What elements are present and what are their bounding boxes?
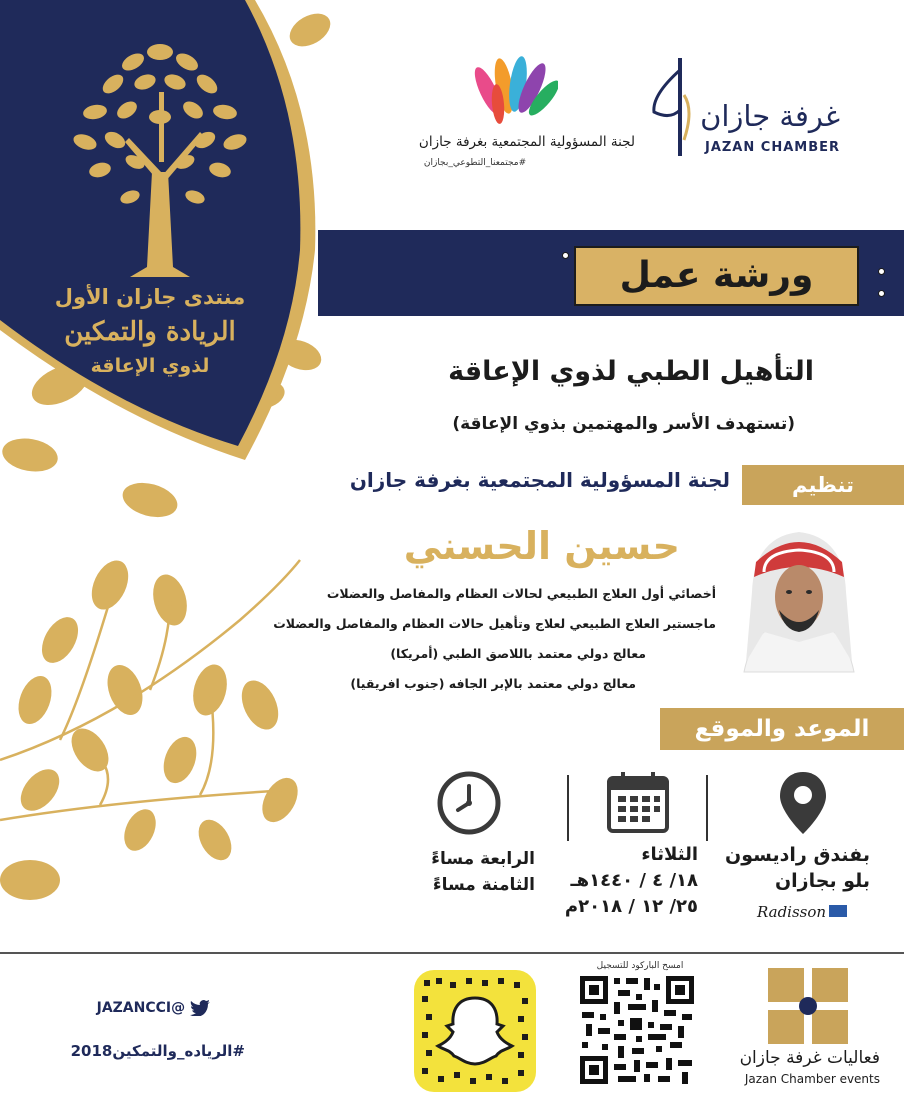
divider — [567, 775, 569, 841]
forum-title — [20, 282, 280, 380]
organizer-label: تنظيم — [792, 473, 854, 497]
committee-name: لجنة المسؤولية المجتمعية بغرفة جازان — [418, 134, 635, 150]
radisson-logo-text: Radisson — [757, 903, 827, 921]
snapchat-code-icon[interactable] — [414, 970, 536, 1092]
clock-icon — [436, 770, 502, 836]
organizer-value: لجنة المسؤولية المجتمعية بغرفة جازان — [349, 468, 730, 492]
speaker-name: حسين الحسني — [403, 524, 680, 568]
events-name-ar: فعاليات غرفة جازان — [739, 1048, 880, 1068]
twitter-bird-icon — [190, 1000, 210, 1016]
committee-tagline: #مجتمعنا_التطوعي_بجازان — [423, 158, 527, 168]
speaker-credential: معالج دولي معتمد باللاصق الطبي (أمريكا) — [390, 646, 646, 661]
event-subtitle: (تستهدف الأسر والمهتمين بذوي الإعاقة) — [452, 414, 795, 434]
event-title: التأهيل الطبي لذوي الإعاقة — [448, 356, 814, 387]
location-info — [720, 842, 870, 894]
tree-icon — [55, 22, 265, 282]
decor-dot — [562, 252, 569, 259]
speaker-credential: أخصائي أول العلاج الطبيعي لحالات العظام والمفاصل والعضلات — [326, 586, 716, 601]
forum-title-line2: الريادة والتمكين — [64, 317, 236, 347]
event-hashtag[interactable]: #الرياده_والتمكين2018 — [70, 1042, 245, 1060]
divider — [706, 775, 708, 841]
time-start: الرابعة مساءً — [431, 849, 535, 869]
date-gregorian: ٢٥/ ١٢ / ٢٠١٨م — [564, 896, 698, 917]
footer-divider — [0, 952, 904, 954]
radisson-logo — [755, 900, 850, 930]
speaker-photo — [734, 522, 864, 682]
calendar-icon — [606, 770, 670, 834]
date-hijri: ١٨/ ٤ / ١٤٤٠هـ — [570, 870, 698, 891]
schedule-label: الموعد والموقع — [694, 716, 870, 742]
feather-logo-icon — [468, 56, 558, 136]
twitter-handle-text: JAZANCCI@ — [96, 1000, 186, 1016]
date-info — [560, 842, 698, 920]
location-pin-icon — [778, 770, 828, 836]
chamber-name-en: JAZAN CHAMBER — [704, 140, 840, 155]
time-info — [400, 846, 535, 898]
event-type: ورشة عمل — [619, 255, 814, 296]
chamber-name-ar: غرفة جازان — [700, 99, 840, 133]
decor-dot — [878, 268, 885, 275]
registration-qr-code[interactable] — [578, 974, 696, 1086]
events-name-en: Jazan Chamber events — [744, 1072, 880, 1086]
location-line2: بلو بجازان — [774, 870, 870, 892]
decor-dot — [878, 290, 885, 297]
forum-title-line1: منتدى جازان الأول — [54, 285, 246, 309]
speaker-credential: ماجستير العلاج الطبيعي لعلاج وتأهيل حالات العظام والمفاصل والعضلات — [273, 616, 716, 631]
speaker-credential: معالج دولي معتمد بالإبر الجافه (جنوب افريقيا) — [350, 676, 636, 691]
qr-caption: امسح الباركود للتسجيل — [596, 961, 684, 971]
time-end: الثامنة مساءً — [432, 875, 535, 895]
forum-title-line3: لذوي الإعاقة — [90, 355, 210, 377]
date-day: الثلاثاء — [641, 844, 698, 865]
jazan-events-logo-icon — [766, 966, 850, 1046]
location-line1: بفندق راديسون — [725, 844, 870, 866]
twitter-handle[interactable] — [40, 1000, 210, 1016]
